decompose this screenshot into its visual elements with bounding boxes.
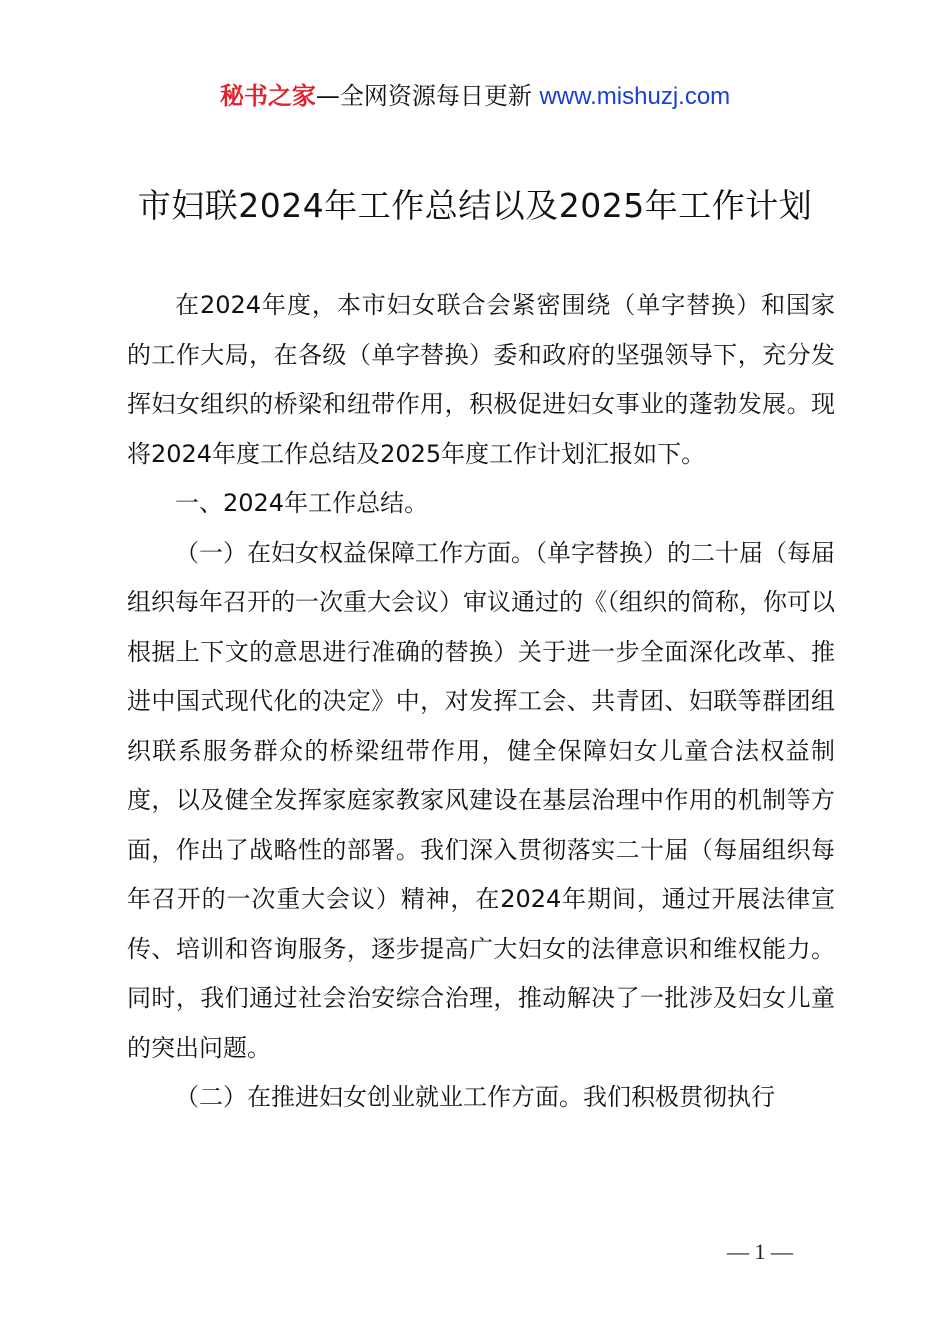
page-number: — 1 — (727, 1239, 793, 1264)
document-body (127, 281, 835, 1123)
site-banner (0, 80, 950, 113)
banner-slogan: —全网资源每日更新 (315, 82, 532, 110)
brand-name: 秘书之家 (219, 82, 316, 110)
body-paragraph: （一）在妇女权益保障工作方面。（单字替换）的二十届（每届组织每年召开的一次重大会议）审议通过的《（组织的简称，你可以根据上下文的意思进行准确的替换）关于进一步全面深化改革、推进中国式现代化的决定》中，对发挥工会、共青团、妇联等群团组织联系服务群众的桥梁纽带作用，健全保障妇女儿童合法权益制度，以及健全发挥家庭家教家风建设在基层治理中作用的机制等方面，作出了战略性的部署。我们深入贯彻落实二十届（每届组织每年召开的一次重大会议）精神，在2024年期间，通过开展法律宣传、培训和咨询服务，逐步提高广大妇女的法律意识和维权能力。同时，我们通过社会治安综合治理，推动解决了一批涉及妇女儿童的突出问题。 (127, 538, 835, 1062)
body-paragraph: （二）在推进妇女创业就业工作方面。我们积极贯彻执行 (175, 1083, 775, 1111)
section-heading: 一、2024年工作总结。 (175, 489, 429, 517)
intro-paragraph: 在2024年度，本市妇女联合会紧密围绕（单字替换）和国家的工作大局，在各级（单字替换）委和政府的坚强领导下，充分发挥妇女组织的桥梁和纽带作用，积极促进妇女事业的蓬勃发展。现将2024年度工作总结及2025年度工作计划汇报如下。 (127, 291, 835, 468)
site-url-link[interactable]: www.mishuzj.com (539, 83, 731, 110)
document-title: 市妇联2024年工作总结以及2025年工作计划 (137, 186, 813, 225)
